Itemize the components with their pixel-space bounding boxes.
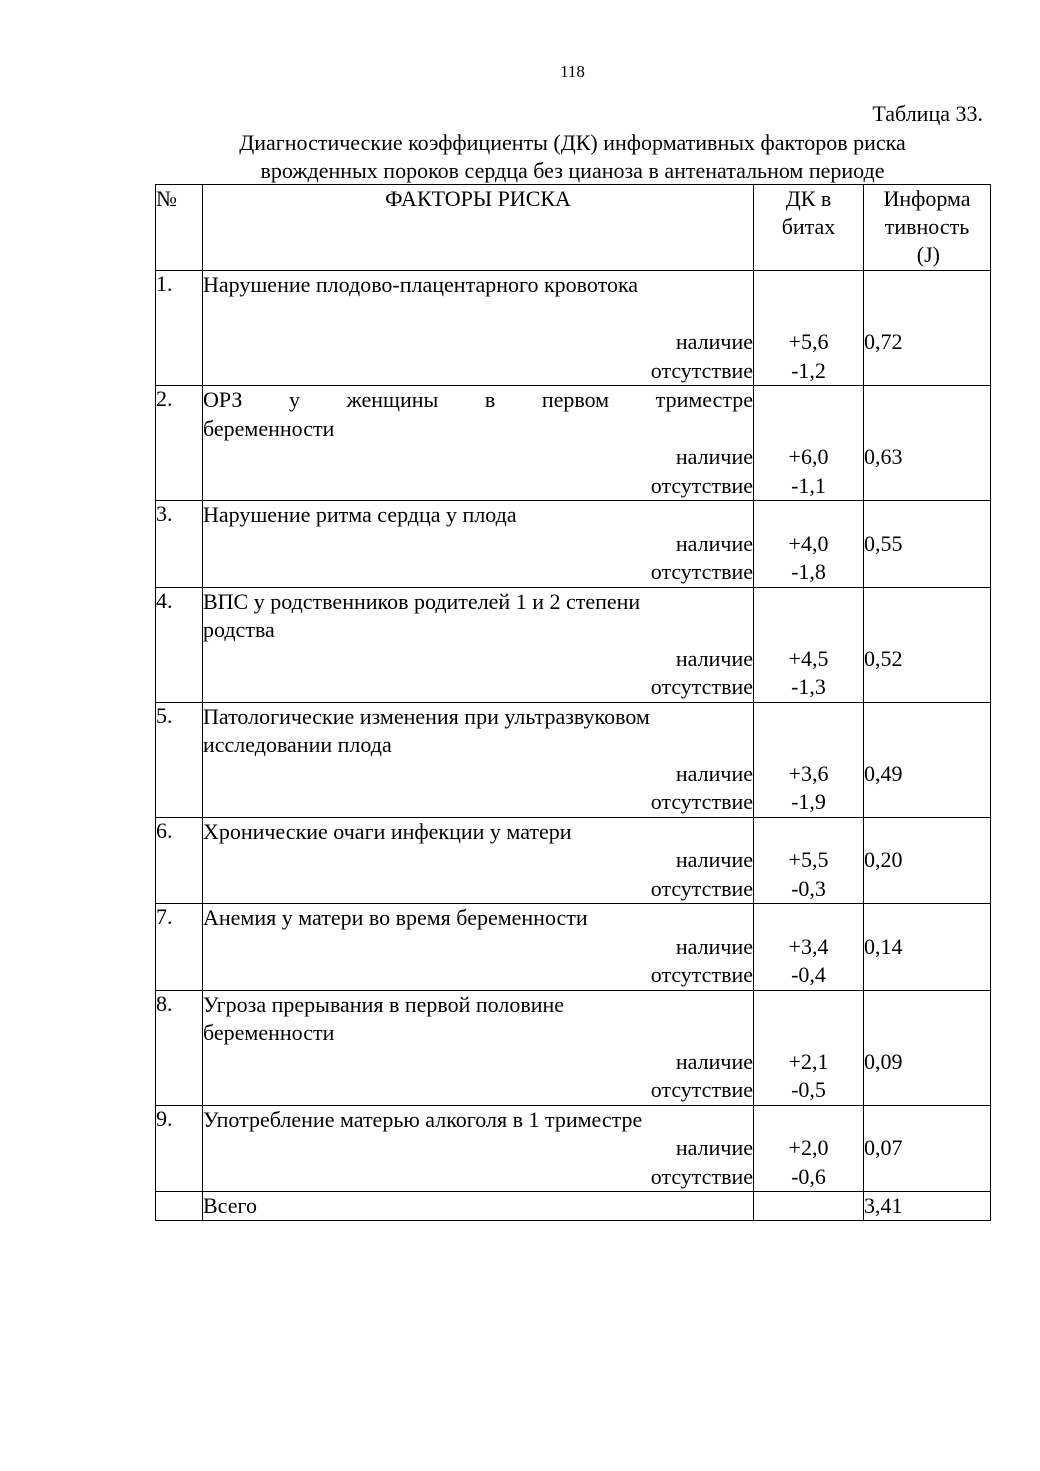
table-title-line-1: Диагностические коэффициенты (ДК) информативных факторов риска bbox=[239, 130, 906, 155]
risk-factor-name: Патологические изменения при ультразвуковом bbox=[203, 703, 650, 729]
header-dk-bits bbox=[754, 185, 864, 271]
risk-factor-name-line-2: исследовании плода bbox=[203, 732, 392, 757]
total-number-cell bbox=[156, 1192, 203, 1221]
informativeness-value: 0,72 bbox=[864, 329, 903, 354]
risk-factor-cell bbox=[203, 904, 754, 991]
row-number: 8. bbox=[156, 990, 203, 1105]
option-present: наличие bbox=[675, 1135, 753, 1160]
option-present: наличие bbox=[675, 847, 753, 872]
row-number: 1. bbox=[156, 271, 203, 386]
total-informativeness: 3,41 bbox=[864, 1192, 991, 1221]
risk-factor-name-line-2: родства bbox=[203, 617, 275, 642]
table-row bbox=[156, 501, 991, 588]
dk-absent-value: -0,5 bbox=[791, 1077, 826, 1102]
informativeness-value: 0,09 bbox=[864, 1048, 903, 1074]
header-info-line-1: Информа bbox=[883, 186, 971, 211]
risk-factor-name: Хронические очаги инфекции у матери bbox=[203, 818, 572, 844]
risk-factor-cell bbox=[203, 990, 754, 1105]
table-row bbox=[156, 702, 991, 817]
risk-factor-name: Анемия у матери во время беременности bbox=[203, 905, 588, 930]
table-row bbox=[156, 386, 991, 501]
option-absent: отсутствие bbox=[650, 1077, 753, 1102]
informativeness-value: 0,49 bbox=[864, 760, 903, 786]
option-present: наличие bbox=[675, 329, 753, 354]
informativeness-value: 0,07 bbox=[864, 1135, 903, 1160]
informativeness-cell bbox=[864, 501, 991, 588]
header-informativeness bbox=[864, 185, 991, 271]
risk-factor-cell bbox=[203, 386, 754, 501]
informativeness-value: 0,55 bbox=[864, 530, 903, 556]
informativeness-cell bbox=[864, 817, 991, 904]
risk-factor-cell bbox=[203, 271, 754, 386]
dk-cell bbox=[754, 1105, 864, 1192]
page-number: 118 bbox=[560, 62, 585, 81]
informativeness-cell bbox=[864, 990, 991, 1105]
dk-present-value: +2,1 bbox=[788, 1048, 829, 1074]
option-absent: отсутствие bbox=[650, 674, 753, 699]
header-number: № bbox=[156, 185, 203, 271]
option-absent: отсутствие bbox=[650, 875, 753, 901]
table-row bbox=[156, 817, 991, 904]
dk-absent-value: -0,3 bbox=[791, 875, 826, 901]
dk-present-value: +4,0 bbox=[788, 530, 829, 556]
dk-present-value: +2,0 bbox=[788, 1135, 829, 1160]
dk-present-value: +5,6 bbox=[788, 329, 829, 354]
risk-factor-name: Употребление матерью алкоголя в 1 триместре bbox=[203, 1106, 643, 1132]
dk-cell bbox=[754, 587, 864, 702]
risk-factor-cell bbox=[203, 1105, 754, 1192]
dk-absent-value: -1,9 bbox=[791, 789, 826, 814]
table-title bbox=[150, 129, 995, 185]
risk-factors-table bbox=[155, 184, 991, 1221]
dk-cell bbox=[754, 904, 864, 991]
dk-cell bbox=[754, 271, 864, 386]
total-row bbox=[156, 1192, 991, 1221]
risk-factor-name: Угроза прерывания в первой половине bbox=[203, 991, 565, 1017]
option-present: наличие bbox=[675, 933, 753, 959]
risk-factor-name-line-2: беременности bbox=[203, 1020, 335, 1045]
header-risk-factors: ФАКТОРЫ РИСКА bbox=[203, 185, 754, 271]
risk-factor-name: Нарушение плодово-плацентарного кровотока bbox=[203, 272, 639, 297]
risk-factor-cell bbox=[203, 702, 754, 817]
row-number: 6. bbox=[156, 817, 203, 904]
informativeness-value: 0,52 bbox=[864, 645, 903, 671]
dk-cell bbox=[754, 817, 864, 904]
option-present: наличие bbox=[675, 1048, 753, 1074]
row-number: 2. bbox=[156, 386, 203, 501]
risk-factor-name-line-2: беременности bbox=[203, 415, 335, 441]
option-present: наличие bbox=[675, 645, 753, 671]
dk-absent-value: -0,6 bbox=[791, 1163, 826, 1189]
option-absent: отсутствие bbox=[650, 472, 753, 498]
dk-absent-value: -1,3 bbox=[791, 674, 826, 699]
option-absent: отсутствие bbox=[650, 559, 753, 584]
table-header-row bbox=[156, 185, 991, 271]
total-dk-cell bbox=[754, 1192, 864, 1221]
dk-cell bbox=[754, 386, 864, 501]
option-absent: отсутствие bbox=[650, 962, 753, 987]
risk-factor-name: Нарушение ритма сердца у плода bbox=[203, 502, 517, 527]
risk-factor-cell bbox=[203, 501, 754, 588]
option-absent: отсутствие bbox=[650, 357, 753, 383]
option-present: наличие bbox=[675, 530, 753, 556]
total-label: Всего bbox=[203, 1192, 754, 1221]
dk-cell bbox=[754, 702, 864, 817]
risk-factor-name: ВПС у родственников родителей 1 и 2 степени bbox=[203, 588, 641, 614]
table-row bbox=[156, 904, 991, 991]
row-number: 9. bbox=[156, 1105, 203, 1192]
dk-cell bbox=[754, 501, 864, 588]
dk-absent-value: -0,4 bbox=[791, 962, 826, 987]
option-present: наличие bbox=[675, 760, 753, 786]
informativeness-cell bbox=[864, 386, 991, 501]
row-number: 7. bbox=[156, 904, 203, 991]
informativeness-value: 0,14 bbox=[864, 933, 903, 959]
risk-factor-cell bbox=[203, 817, 754, 904]
table-row bbox=[156, 1105, 991, 1192]
header-info-line-2: тивность bbox=[884, 214, 970, 239]
table-row bbox=[156, 990, 991, 1105]
option-absent: отсутствие bbox=[650, 789, 753, 814]
dk-absent-value: -1,2 bbox=[791, 357, 826, 383]
dk-cell bbox=[754, 990, 864, 1105]
option-present: наличие bbox=[675, 444, 753, 469]
header-dk-line-1: ДК в bbox=[785, 186, 832, 211]
informativeness-cell bbox=[864, 702, 991, 817]
dk-present-value: +6,0 bbox=[788, 444, 829, 469]
row-number: 3. bbox=[156, 501, 203, 588]
informativeness-cell bbox=[864, 271, 991, 386]
informativeness-cell bbox=[864, 587, 991, 702]
table-title-line-2: врожденных пороков сердца без цианоза в антенатальном периоде bbox=[260, 158, 885, 183]
table-row bbox=[156, 587, 991, 702]
dk-present-value: +4,5 bbox=[788, 645, 829, 671]
risk-factor-name: ОРЗ у женщины в первом триместре bbox=[203, 387, 753, 412]
informativeness-value: 0,63 bbox=[864, 444, 903, 469]
dk-absent-value: -1,8 bbox=[791, 559, 826, 584]
row-number: 5. bbox=[156, 702, 203, 817]
header-info-line-3: (J) bbox=[916, 242, 940, 267]
table-caption: Таблица 33. bbox=[872, 101, 983, 126]
informativeness-cell bbox=[864, 1105, 991, 1192]
option-absent: отсутствие bbox=[650, 1163, 753, 1189]
row-number: 4. bbox=[156, 587, 203, 702]
dk-present-value: +3,6 bbox=[788, 760, 829, 786]
header-dk-line-2: битах bbox=[781, 214, 836, 239]
table-row bbox=[156, 271, 991, 386]
informativeness-value: 0,20 bbox=[864, 847, 903, 872]
informativeness-cell bbox=[864, 904, 991, 991]
dk-present-value: +3,4 bbox=[788, 933, 829, 959]
dk-present-value: +5,5 bbox=[788, 847, 829, 872]
risk-factor-cell bbox=[203, 587, 754, 702]
dk-absent-value: -1,1 bbox=[791, 472, 826, 498]
